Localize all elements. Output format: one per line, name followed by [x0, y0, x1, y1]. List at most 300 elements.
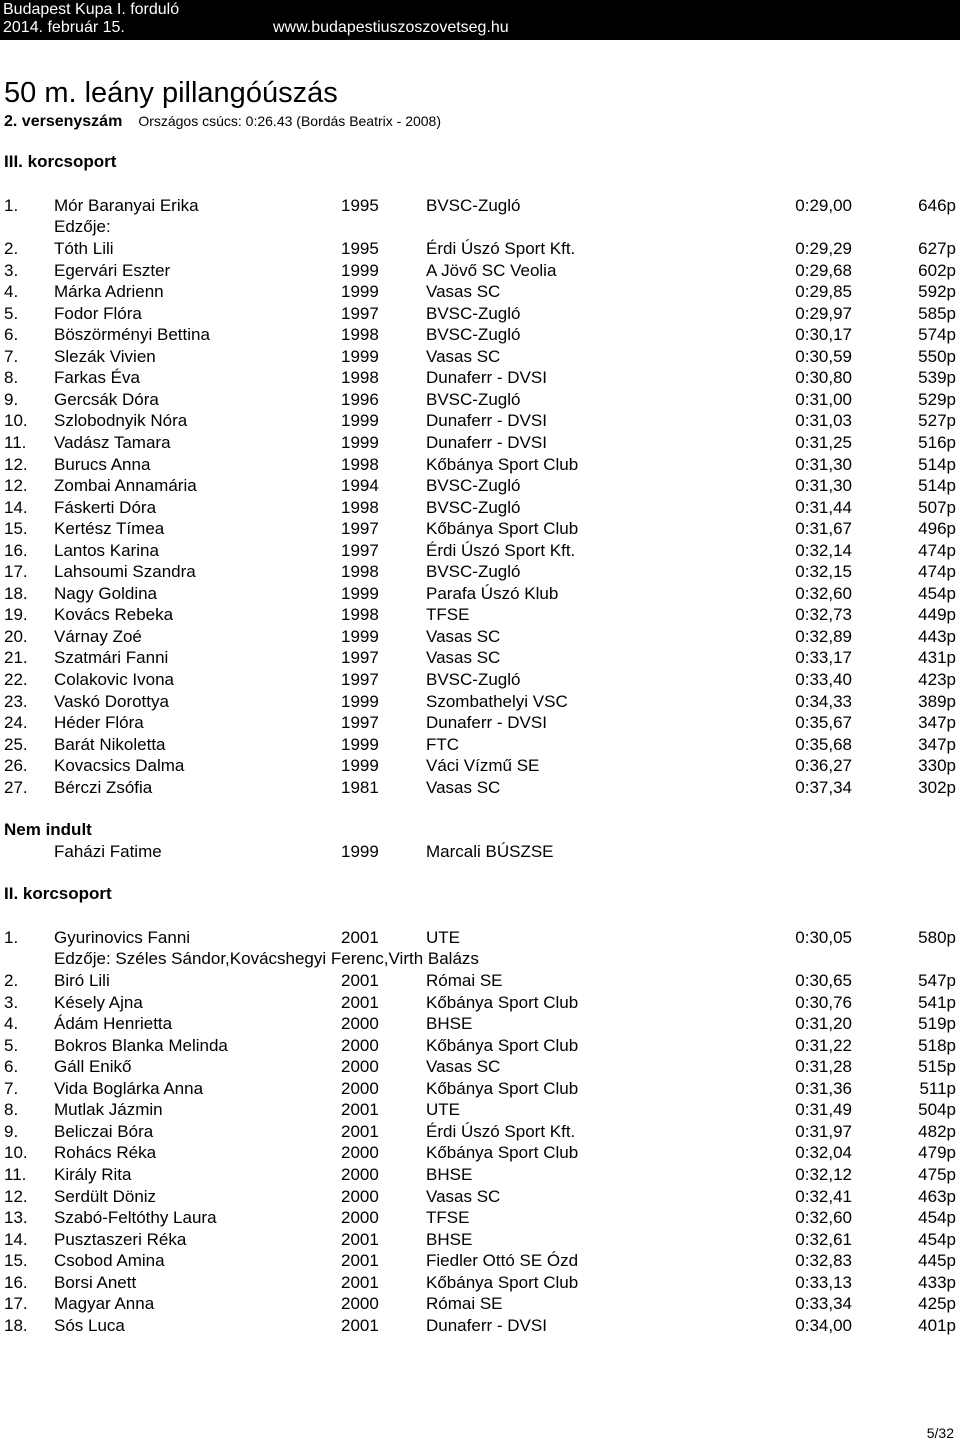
result-points: 474p — [918, 540, 956, 560]
swimmer-name: Mór Baranyai Erika — [54, 196, 199, 215]
result-rank: 7. — [4, 1078, 19, 1098]
birth-year: 2000 — [341, 1143, 379, 1163]
birth-year: 1999 — [341, 346, 379, 366]
swimmer-name: Faházi Fatime — [54, 842, 162, 861]
club-name: Érdi Úszó Sport Kft. — [426, 540, 576, 560]
swimmer-name: Böszörményi Bettina — [54, 325, 210, 345]
result-rank: 3. — [4, 260, 19, 280]
result-time: 0:31,03 — [795, 411, 852, 431]
result-row — [0, 1250, 960, 1272]
club-name: Dunaferr - DVSI — [426, 411, 547, 431]
birth-year: 2000 — [341, 1164, 379, 1184]
result-time: 0:32,15 — [795, 562, 852, 582]
page-number: 5/32 — [926, 1425, 954, 1441]
club-name: Kőbánya Sport Club — [426, 1272, 579, 1292]
result-points: 423p — [918, 670, 956, 689]
coach-label: Edzője: — [54, 217, 111, 236]
result-time: 0:33,40 — [795, 670, 852, 689]
swimmer-name: Csobod Amina — [54, 1251, 165, 1271]
result-time: 0:31,44 — [795, 497, 852, 517]
result-row — [0, 1013, 960, 1035]
result-rank: 1. — [4, 196, 19, 215]
result-rank: 8. — [4, 1100, 19, 1120]
result-time: 0:31,22 — [795, 1035, 852, 1055]
swimmer-name: Farkas Éva — [54, 368, 140, 388]
result-rank: 15. — [4, 1251, 28, 1271]
result-row — [0, 518, 960, 540]
section-heading-dns: Nem indult — [4, 820, 92, 839]
birth-year: 1981 — [341, 777, 379, 797]
result-time: 0:32,60 — [795, 1208, 852, 1228]
result-row — [0, 497, 960, 519]
result-time: 0:35,68 — [795, 734, 852, 754]
result-time: 0:31,00 — [795, 389, 852, 409]
swimmer-name: Ádám Henrietta — [54, 1014, 173, 1034]
result-row — [0, 1035, 960, 1057]
swimmer-name: Magyar Anna — [54, 1294, 155, 1314]
result-row — [0, 1207, 960, 1229]
birth-year: 1997 — [341, 303, 379, 323]
result-rank: 14. — [4, 497, 28, 517]
result-rank: 17. — [4, 1294, 28, 1314]
result-time: 0:33,13 — [795, 1272, 852, 1292]
result-points: 527p — [918, 411, 956, 431]
birth-year: 2001 — [341, 928, 379, 947]
result-rank: 26. — [4, 756, 28, 776]
result-time: 0:31,36 — [795, 1078, 852, 1098]
birth-year: 2001 — [341, 1229, 379, 1249]
swimmer-name: Burucs Anna — [54, 454, 151, 474]
result-row — [0, 1315, 960, 1337]
swimmer-name: Serdült Döniz — [54, 1186, 157, 1206]
birth-year: 1999 — [341, 583, 379, 603]
result-points: 514p — [918, 476, 956, 496]
result-points: 541p — [918, 992, 956, 1012]
result-points: 516p — [918, 432, 956, 452]
result-time: 0:29,68 — [795, 260, 852, 280]
result-points: 504p — [918, 1100, 956, 1120]
club-name: Kőbánya Sport Club — [426, 1143, 579, 1163]
result-points: 449p — [918, 605, 956, 625]
swimmer-name: Tóth Lili — [54, 239, 114, 258]
birth-year: 1996 — [341, 389, 379, 409]
swimmer-name: Sós Luca — [54, 1315, 125, 1335]
swimmer-name: Barát Nikoletta — [54, 734, 166, 754]
result-row — [0, 324, 960, 346]
result-rank: 12. — [4, 454, 28, 474]
swimmer-name: Szabó-Feltóthy Laura — [54, 1208, 217, 1228]
birth-year: 1998 — [341, 605, 379, 625]
result-rank: 9. — [4, 389, 19, 409]
result-time: 0:30,59 — [795, 346, 852, 366]
result-rank: 14. — [4, 1229, 28, 1249]
result-row — [0, 561, 960, 583]
result-row — [0, 669, 960, 691]
birth-year: 1999 — [341, 756, 379, 776]
result-time: 0:32,89 — [795, 626, 852, 646]
result-time: 0:31,49 — [795, 1100, 852, 1120]
club-name: Vasas SC — [426, 1186, 501, 1206]
result-points: 445p — [918, 1251, 956, 1271]
result-rank: 17. — [4, 562, 28, 582]
result-rank: 10. — [4, 411, 28, 431]
birth-year: 1998 — [341, 368, 379, 388]
swimmer-name: Késely Ajna — [54, 992, 143, 1012]
result-time: 0:32,04 — [795, 1143, 852, 1163]
club-name: Érdi Úszó Sport Kft. — [426, 1121, 576, 1141]
result-row — [0, 281, 960, 303]
result-points: 389p — [918, 691, 956, 711]
result-time: 0:32,60 — [795, 583, 852, 603]
result-points: 602p — [918, 260, 956, 280]
result-points: 550p — [918, 346, 956, 366]
result-row — [0, 410, 960, 432]
swimmer-name: Bérczi Zsófia — [54, 777, 153, 797]
result-row — [0, 583, 960, 605]
result-rank: 23. — [4, 691, 28, 711]
club-name: Vasas SC — [426, 648, 501, 668]
result-rank: 16. — [4, 1272, 28, 1292]
result-points: 347p — [918, 734, 956, 754]
result-points: 443p — [918, 626, 956, 646]
result-row — [0, 626, 960, 648]
result-points: 539p — [918, 368, 956, 388]
result-rank: 21. — [4, 648, 28, 668]
result-time: 0:37,34 — [795, 777, 852, 797]
club-name: A Jövő SC Veolia — [426, 260, 557, 280]
result-row — [0, 1056, 960, 1078]
swimmer-name: Vida Boglárka Anna — [54, 1078, 204, 1098]
result-time: 0:29,97 — [795, 303, 852, 323]
result-points: 585p — [918, 303, 956, 323]
result-points: 580p — [918, 928, 956, 947]
club-name: Vasas SC — [426, 777, 501, 797]
club-name: Vasas SC — [426, 282, 501, 302]
result-time: 0:30,76 — [795, 992, 852, 1012]
birth-year: 2000 — [341, 1208, 379, 1228]
club-name: TFSE — [426, 1208, 470, 1228]
swimmer-name: Fodor Flóra — [54, 303, 142, 323]
club-name: Dunaferr - DVSI — [426, 1315, 547, 1335]
result-rank: 19. — [4, 605, 28, 625]
result-time: 0:30,05 — [795, 928, 852, 947]
club-name: FTC — [426, 734, 460, 754]
result-time: 0:35,67 — [795, 713, 852, 733]
birth-year: 2001 — [341, 1251, 379, 1271]
club-name: BVSC-Zugló — [426, 497, 521, 517]
swimmer-name: Rohács Réka — [54, 1143, 157, 1163]
club-name: Vasas SC — [426, 1057, 501, 1077]
result-rank: 24. — [4, 713, 28, 733]
result-rank: 12. — [4, 1186, 28, 1206]
result-rank: 18. — [4, 1315, 28, 1335]
result-rank: 4. — [4, 282, 19, 302]
result-time: 0:30,17 — [795, 325, 852, 345]
club-name: Váci Vízmű SE — [426, 756, 540, 776]
club-name: Római SE — [426, 971, 503, 990]
birth-year: 1997 — [341, 519, 379, 539]
result-rank: 4. — [4, 1014, 19, 1034]
result-time: 0:29,85 — [795, 282, 852, 302]
result-points: 496p — [918, 519, 956, 539]
swimmer-name: Fáskerti Dóra — [54, 497, 157, 517]
result-row — [0, 367, 960, 389]
result-row — [0, 454, 960, 476]
result-time: 0:29,29 — [795, 239, 852, 258]
result-row — [0, 841, 960, 863]
result-row — [0, 389, 960, 411]
result-row — [0, 346, 960, 368]
birth-year: 1999 — [341, 282, 379, 302]
club-name: Dunaferr - DVSI — [426, 368, 547, 388]
result-rank: 20. — [4, 626, 28, 646]
birth-year: 2001 — [341, 1272, 379, 1292]
page-header — [0, 0, 960, 40]
birth-year: 1998 — [341, 497, 379, 517]
result-time: 0:29,00 — [795, 196, 852, 215]
swimmer-name: Nagy Goldina — [54, 583, 158, 603]
swimmer-name: Gyurinovics Fanni — [54, 928, 191, 947]
result-points: 514p — [918, 454, 956, 474]
club-name: Kőbánya Sport Club — [426, 519, 579, 539]
swimmer-name: Vadász Tamara — [54, 432, 171, 452]
swimmer-name: Kertész Tímea — [54, 519, 165, 539]
result-row — [0, 475, 960, 497]
club-name: Dunaferr - DVSI — [426, 432, 547, 452]
result-points: 627p — [918, 239, 956, 258]
result-rank: 18. — [4, 583, 28, 603]
birth-year: 2000 — [341, 1186, 379, 1206]
birth-year: 1997 — [341, 540, 379, 560]
birth-year: 1994 — [341, 476, 379, 496]
swimmer-name: Egervári Eszter — [54, 260, 171, 280]
result-points: 433p — [918, 1272, 956, 1292]
result-points: 302p — [918, 777, 956, 797]
header-competition: Budapest Kupa I. forduló — [3, 1, 180, 18]
result-row — [0, 777, 960, 799]
swimmer-name: Slezák Vivien — [54, 346, 156, 366]
club-name: BVSC-Zugló — [426, 670, 521, 689]
club-name: Parafa Úszó Klub — [426, 583, 559, 603]
result-row — [0, 1272, 960, 1294]
club-name: Kőbánya Sport Club — [426, 454, 579, 474]
birth-year: 1999 — [341, 734, 379, 754]
result-rank: 6. — [4, 325, 19, 345]
birth-year: 1995 — [341, 196, 379, 215]
result-points: 646p — [918, 196, 956, 215]
birth-year: 2000 — [341, 1078, 379, 1098]
swimmer-name: Héder Flóra — [54, 713, 144, 733]
result-points: 475p — [918, 1164, 956, 1184]
club-name: BVSC-Zugló — [426, 196, 521, 215]
swimmer-name: Szlobodnyik Nóra — [54, 411, 188, 431]
swimmer-name: Vaskó Dorottya — [54, 691, 169, 711]
result-rank: 8. — [4, 368, 19, 388]
birth-year: 1999 — [341, 691, 379, 711]
result-points: 479p — [918, 1143, 956, 1163]
result-row — [0, 734, 960, 756]
club-name: TFSE — [426, 605, 470, 625]
swimmer-name: Lantos Karina — [54, 540, 159, 560]
result-row — [0, 604, 960, 626]
result-points: 482p — [918, 1121, 956, 1141]
swimmer-name: Borsi Anett — [54, 1272, 137, 1292]
club-name: BHSE — [426, 1014, 473, 1034]
birth-year: 2001 — [341, 992, 379, 1012]
birth-year: 1999 — [341, 411, 379, 431]
birth-year: 1999 — [341, 432, 379, 452]
swimmer-name: Zombai Annamária — [54, 476, 197, 496]
birth-year: 2001 — [341, 1121, 379, 1141]
result-points: 515p — [918, 1057, 956, 1077]
result-time: 0:33,34 — [795, 1294, 852, 1314]
result-row — [0, 647, 960, 669]
birth-year: 2000 — [341, 1294, 379, 1314]
result-rank: 15. — [4, 519, 28, 539]
result-time: 0:33,17 — [795, 648, 852, 668]
result-time: 0:32,41 — [795, 1186, 852, 1206]
result-time: 0:31,30 — [795, 476, 852, 496]
birth-year: 2000 — [341, 1035, 379, 1055]
result-points: 474p — [918, 562, 956, 582]
result-rank: 5. — [4, 303, 19, 323]
birth-year: 1997 — [341, 648, 379, 668]
club-name: BHSE — [426, 1229, 473, 1249]
result-row — [0, 1229, 960, 1251]
result-points: 511p — [919, 1078, 956, 1098]
club-name: Kőbánya Sport Club — [426, 1035, 579, 1055]
result-points: 425p — [918, 1294, 956, 1314]
result-rank: 5. — [4, 1035, 19, 1055]
result-time: 0:31,28 — [795, 1057, 852, 1077]
result-rank: 13. — [4, 1208, 28, 1228]
club-name: UTE — [426, 928, 460, 947]
club-name: Marcali BÚSZSE — [426, 842, 554, 861]
result-rank: 10. — [4, 1143, 28, 1163]
result-row — [0, 970, 960, 992]
result-points: 454p — [918, 583, 956, 603]
swimmer-name: Pusztaszeri Réka — [54, 1229, 187, 1249]
result-row — [0, 1142, 960, 1164]
result-row — [0, 712, 960, 734]
club-name: BVSC-Zugló — [426, 562, 521, 582]
swimmer-name: Lahsoumi Szandra — [54, 562, 196, 582]
result-time: 0:30,80 — [795, 368, 852, 388]
result-row — [0, 1293, 960, 1315]
club-name: Dunaferr - DVSI — [426, 713, 547, 733]
result-rank: 12. — [4, 476, 28, 496]
swimmer-name: Kovács Rebeka — [54, 605, 174, 625]
swimmer-name: Várnay Zoé — [54, 626, 142, 646]
result-row — [0, 1164, 960, 1186]
result-points: 401p — [918, 1315, 956, 1335]
result-points: 529p — [918, 389, 956, 409]
swimmer-name: Biró Lili — [54, 971, 110, 990]
club-name: Vasas SC — [426, 346, 501, 366]
result-row — [0, 540, 960, 562]
club-name: BVSC-Zugló — [426, 325, 521, 345]
swimmer-name: Bokros Blanka Melinda — [54, 1035, 228, 1055]
club-name: Vasas SC — [426, 626, 501, 646]
event-subline — [4, 111, 441, 132]
birth-year: 2001 — [341, 1100, 379, 1120]
result-row — [0, 1099, 960, 1121]
birth-year: 1997 — [341, 670, 379, 689]
result-time: 0:32,61 — [795, 1229, 852, 1249]
result-row — [0, 691, 960, 713]
result-points: 330p — [918, 756, 956, 776]
birth-year: 1998 — [341, 325, 379, 345]
result-rank: 2. — [4, 971, 19, 990]
result-time: 0:34,00 — [795, 1315, 852, 1335]
section-heading-group2: II. korcsoport — [4, 884, 112, 903]
club-name: UTE — [426, 1100, 460, 1120]
header-date: 2014. február 15. — [3, 19, 125, 36]
result-points: 463p — [918, 1186, 956, 1206]
result-points: 574p — [918, 325, 956, 345]
result-row — [0, 1186, 960, 1208]
result-points: 347p — [918, 713, 956, 733]
club-name: Kőbánya Sport Club — [426, 1078, 579, 1098]
result-rank: 22. — [4, 670, 28, 689]
result-rank: 11. — [4, 1164, 27, 1184]
result-row — [0, 303, 960, 325]
result-rank: 11. — [4, 432, 27, 452]
result-points: 547p — [918, 971, 956, 990]
swimmer-name: Kovacsics Dalma — [54, 756, 185, 776]
result-row — [0, 432, 960, 454]
birth-year: 1995 — [341, 239, 379, 258]
birth-year: 1999 — [341, 626, 379, 646]
club-name: BVSC-Zugló — [426, 476, 521, 496]
birth-year: 1998 — [341, 454, 379, 474]
result-rank: 27. — [4, 777, 28, 797]
result-points: 519p — [918, 1014, 956, 1034]
result-rank: 2. — [4, 239, 19, 258]
result-row — [0, 1078, 960, 1100]
result-row — [0, 238, 960, 260]
result-points: 431p — [918, 648, 956, 668]
result-points: 507p — [918, 497, 956, 517]
swimmer-name: Gercsák Dóra — [54, 389, 159, 409]
result-time: 0:32,14 — [795, 540, 852, 560]
result-row — [0, 1121, 960, 1143]
club-name: BVSC-Zugló — [426, 389, 521, 409]
result-time: 0:31,20 — [795, 1014, 852, 1034]
result-time: 0:31,25 — [795, 432, 852, 452]
result-row — [0, 755, 960, 777]
result-points: 518p — [918, 1035, 956, 1055]
result-rank: 16. — [4, 540, 28, 560]
result-row — [0, 195, 960, 217]
birth-year: 1998 — [341, 562, 379, 582]
result-time: 0:31,97 — [795, 1121, 852, 1141]
result-time: 0:34,33 — [795, 691, 852, 711]
result-points: 454p — [918, 1229, 956, 1249]
birth-year: 1999 — [341, 842, 379, 861]
birth-year: 2000 — [341, 1014, 379, 1034]
club-name: Szombathelyi VSC — [426, 691, 568, 711]
national-record: Országos csúcs: 0:26.43 (Bordás Beatrix - 2008) — [138, 113, 442, 129]
birth-year: 2001 — [341, 1315, 379, 1335]
result-time: 0:32,12 — [795, 1164, 852, 1184]
result-rank: 9. — [4, 1121, 19, 1141]
club-name: BHSE — [426, 1164, 473, 1184]
section-heading-group3: III. korcsoport — [4, 152, 117, 171]
result-row — [0, 927, 960, 949]
result-row — [0, 260, 960, 282]
result-rank: 1. — [4, 928, 19, 947]
